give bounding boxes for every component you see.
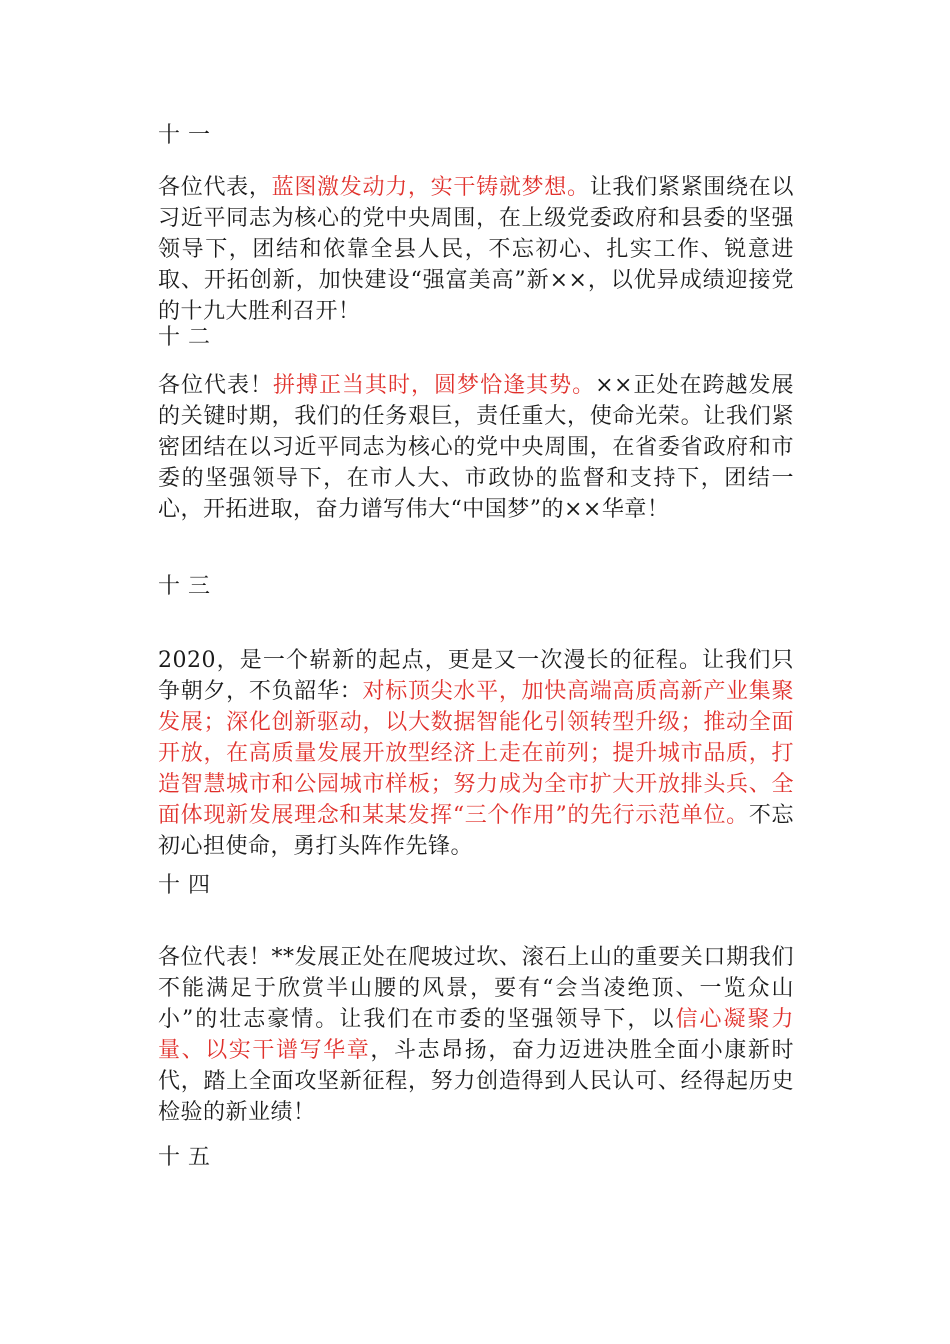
paragraph-run: ××正处在跨越发展的关键时期，我们的任务艰巨，责任重大，使命光荣。让我们紧密团结在以习近平同志为核心的党中央周围，在省委省政府和市委的坚强领导下，在市人大、市政协的监督和支持下，团结一心，开拓进取，奋力谱写伟大“中国梦”的××华章！ (158, 373, 794, 522)
highlighted-run: 对标顶尖水平，加快高端高质高新产业集聚发展；深化创新驱动，以大数据智能化引领转型升级；推动全面开放，在高质量发展开放型经济上走在前列；提升城市品质，打造智慧城市和公园城市样板；努力成为全市扩大开放排头兵、全面体现新发展理念和某某发挥“三个作用”的先行示范单位。 (158, 679, 794, 828)
section-paragraph-13 (158, 645, 794, 862)
section-heading-15: 十五 (158, 1145, 219, 1170)
paragraph-run: 让我们紧紧围绕在以习近平同志为核心的党中央周围，在上级党委政府和县委的坚强领导下，团结和依靠全县人民，不忘初心、扎实工作、锐意进取、开拓创新，加快建设“强富美高”新××，以优异成绩迎接党的十九大胜利召开！ (158, 175, 794, 324)
paragraph-run: 各位代表， (158, 175, 272, 200)
paragraph-run: ，斗志昂扬，奋力迈进决胜全面小康新时代，踏上全面攻坚新征程，努力创造得到人民认可、经得起历史检验的新业绩！ (158, 1038, 794, 1125)
section-heading-12: 十二 (158, 325, 219, 350)
section-paragraph-14 (158, 942, 794, 1128)
section-heading-13: 十三 (158, 574, 219, 599)
highlighted-run: 蓝图激发动力，实干铸就梦想。 (271, 175, 590, 200)
paragraph-run: 各位代表！**发展正处在爬坡过坎、滚石上山的重要关口期我们不能满足于欣赏半山腰的风景，要有“会当凌绝顶、一览众山小”的壮志豪情。让我们在市委的坚强领导下，以 (158, 945, 794, 1032)
section-heading-11: 十一 (158, 123, 219, 148)
paragraph-run: 不忘初心担使命，勇打头阵作先锋。 (158, 803, 794, 859)
paragraph-run: 各位代表！ (158, 373, 274, 398)
section-paragraph-12 (158, 370, 794, 525)
section-heading-14: 十四 (158, 873, 219, 898)
paragraph-run: 2020，是一个崭新的起点，更是又一次漫长的征程。让我们只争朝夕，不负韶华： (158, 648, 794, 704)
highlighted-run: 拼搏正当其时，圆梦恰逢其势。 (273, 373, 596, 398)
highlighted-run: 信心凝聚力量、以实干谱写华章 (158, 1007, 794, 1063)
section-paragraph-11 (158, 172, 794, 327)
